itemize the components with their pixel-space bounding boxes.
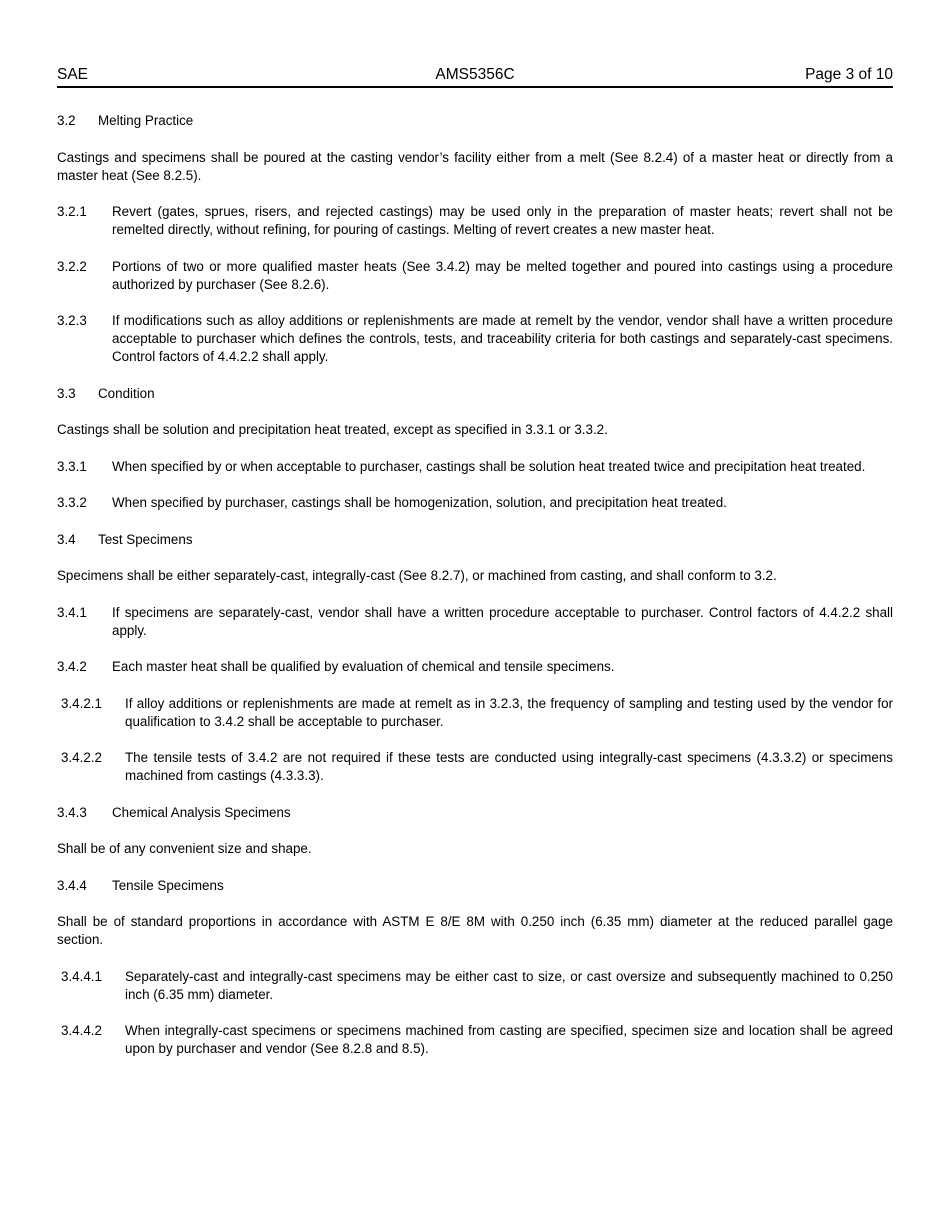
section-heading xyxy=(57,531,893,549)
clause-number: 3.4.2.2 xyxy=(61,750,102,765)
clause-number: 3.4.4 xyxy=(57,877,87,893)
section-heading xyxy=(57,804,893,822)
section-title: Test Specimens xyxy=(98,531,193,547)
clause-text: Each master heat shall be qualified by evaluation of chemical and tensile specimens. xyxy=(112,659,615,674)
clause-number: 3.4 xyxy=(57,531,76,547)
clause-number: 3.2.1 xyxy=(57,204,87,219)
section-heading xyxy=(57,385,893,403)
clause-number: 3.4.3 xyxy=(57,804,87,820)
clause-number: 3.2 xyxy=(57,113,76,128)
clause-number: 3.4.2 xyxy=(57,659,87,674)
numbered-clause xyxy=(57,312,893,366)
header-document-number: AMS5356C xyxy=(435,66,515,83)
clause-text: The tensile tests of 3.4.2 are not required if these tests are conducted using integrally-cast specimens (4.3.3.2) or specimens machined from castings (4.3.3.3). xyxy=(125,750,893,783)
clause-number: 3.4.1 xyxy=(57,604,87,620)
clause-number: 3.4.2.1 xyxy=(61,695,102,711)
numbered-clause xyxy=(57,203,893,239)
numbered-clause xyxy=(57,695,893,731)
body-paragraph: Shall be of any convenient size and shape. xyxy=(57,841,312,856)
numbered-clause xyxy=(57,458,893,476)
body-paragraph: Castings and specimens shall be poured at the casting vendor’s facility either from a melt (See 8.2.4) of a master heat or directly from a master heat (See 8.2.5). xyxy=(57,149,893,183)
numbered-clause xyxy=(57,494,893,512)
section-title: Condition xyxy=(98,385,155,401)
clause-number: 3.4.4.1 xyxy=(61,968,102,984)
clause-text: When specified by purchaser, castings shall be homogenization, solution, and precipitation heat treated. xyxy=(112,495,727,510)
body-paragraph: Shall be of standard proportions in accordance with ASTM E 8/E 8M with 0.250 inch (6.35 mm) diameter at the reduced parallel gage section. xyxy=(57,914,893,947)
numbered-clause xyxy=(57,749,893,785)
section-heading xyxy=(57,112,893,130)
section-title: Chemical Analysis Specimens xyxy=(112,804,291,820)
numbered-clause xyxy=(57,258,893,294)
section-title: Melting Practice xyxy=(98,113,194,128)
header-page-number: Page 3 of 10 xyxy=(805,66,894,83)
numbered-clause xyxy=(57,968,893,1004)
body-paragraph: Castings shall be solution and precipitation heat treated, except as specified in 3.3.1 or 3.3.2. xyxy=(57,422,608,437)
clause-text: If modifications such as alloy additions or replenishments are made at remelt by the vendor, vendor shall have a written procedure acceptable to purchaser which defines the controls, tests, and traceability criteria for both castings and separately-cast specimens. Control factors of 4.4.2.2 shall apply. xyxy=(112,313,893,364)
clause-text: Separately-cast and integrally-cast specimens may be either cast to size, or cast oversize and subsequently machined to 0.250 inch (6.35 mm) diameter. xyxy=(125,968,893,1002)
numbered-clause xyxy=(57,658,893,676)
clause-text: When integrally-cast specimens or specimens machined from casting are specified, specimen size and location shall be agreed upon by purchaser and vendor (See 8.2.8 and 8.5). xyxy=(125,1023,893,1056)
clause-number: 3.3 xyxy=(57,385,76,401)
numbered-clause xyxy=(57,1022,893,1058)
section-title: Tensile Specimens xyxy=(112,877,224,893)
clause-text: When specified by or when acceptable to purchaser, castings shall be solution heat treated twice and precipitation heat treated. xyxy=(112,458,866,474)
clause-text: If alloy additions or replenishments are made at remelt as in 3.2.3, the frequency of sampling and testing used by the vendor for qualification to 3.4.2 shall be acceptable to purchaser. xyxy=(125,695,893,729)
clause-number: 3.3.2 xyxy=(57,495,87,510)
clause-text: Portions of two or more qualified master heats (See 3.4.2) may be melted together and poured into castings using a procedure authorized by purchaser (See 8.2.6). xyxy=(112,258,893,292)
clause-number: 3.4.4.2 xyxy=(61,1023,102,1038)
section-heading xyxy=(57,877,893,895)
page-header xyxy=(57,66,893,88)
clause-text: Revert (gates, sprues, risers, and rejected castings) may be used only in the preparation of master heats; revert shall not be remelted directly, without refining, for pouring of castings. Melting of revert creates a new master heat. xyxy=(112,204,893,237)
header-organization: SAE xyxy=(57,66,89,83)
body-paragraph: Specimens shall be either separately-cast, integrally-cast (See 8.2.7), or machined from casting, and shall conform to 3.2. xyxy=(57,568,777,583)
numbered-clause xyxy=(57,604,893,640)
clause-number: 3.2.3 xyxy=(57,313,87,328)
clause-text: If specimens are separately-cast, vendor shall have a written procedure acceptable to purchaser. Control factors of 4.4.2.2 shall apply. xyxy=(112,604,893,638)
document-body xyxy=(57,112,893,1058)
clause-number: 3.2.2 xyxy=(57,258,87,274)
clause-number: 3.3.1 xyxy=(57,458,87,474)
